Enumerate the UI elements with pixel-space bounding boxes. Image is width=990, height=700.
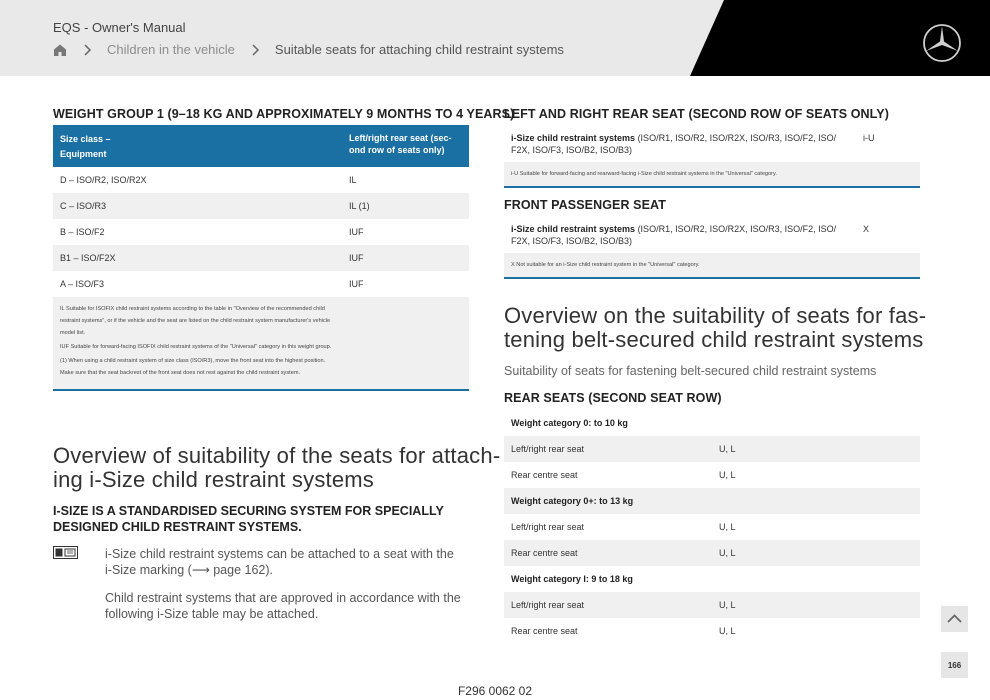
rear-seats-heading: REAR SEATS (SECOND SEAT ROW): [504, 391, 722, 405]
paragraph-line: i-Size child restraint systems can be attached to a seat with the: [105, 547, 454, 561]
cell-equipment: A – ISO/F3: [60, 279, 105, 289]
breadcrumb: [53, 42, 564, 57]
cell-equipment: D – ISO/R2, ISO/R2X: [60, 175, 147, 185]
app-title: EQS - Owner's Manual: [53, 20, 186, 35]
front-passenger-note: X Not suitable for an i-Size child restraint system in the "Universal" category.: [504, 253, 920, 279]
mercedes-star-logo[interactable]: [922, 23, 962, 63]
table-row: [504, 436, 920, 462]
isize-row-rear: [504, 132, 920, 158]
isize-paragraph-1: [105, 546, 454, 578]
chevron-right-icon: [81, 43, 93, 57]
table-row: [504, 462, 920, 488]
column-header-line: ond row of seats only): [349, 145, 445, 155]
isize-row-label: [511, 223, 841, 247]
cell-seat: Rear centre seat: [511, 626, 578, 636]
belt-overview-subtitle: Suitability of seats for fastening belt-secured child restraint systems: [504, 364, 877, 378]
cell-equipment: B1 – ISO/F2X: [60, 253, 116, 263]
table-row: [504, 592, 920, 618]
table-row: [504, 540, 920, 566]
cell-seat: Left/right rear seat: [511, 522, 585, 532]
label-bold: i-Size child restraint systems: [511, 133, 636, 143]
cell-value: U, L: [719, 522, 736, 532]
front-passenger-heading: FRONT PASSENGER SEAT: [504, 198, 666, 212]
isize-overview-heading: [53, 444, 500, 492]
table-row: [53, 219, 469, 245]
cell-value: U, L: [719, 548, 736, 558]
label-rest: F2X, ISO/F3, ISO/B2, ISO/B3): [511, 236, 633, 246]
breadcrumb-current: Suitable seats for attaching child restraint systems: [274, 42, 564, 57]
heading-line: Overview on the suitability of seats for fas-: [504, 303, 927, 328]
footnote: (1) When using a child restraint system of size class (ISO/R3), move the front seat into the highest position. Make sure that the seat backrest of the front seat does not rest against the child restraint system.: [60, 358, 326, 376]
label-rest: (ISO/R1, ISO/R2, ISO/R2X, ISO/R3, ISO/F2, ISO/: [635, 133, 837, 143]
chevron-right-icon: [249, 43, 261, 57]
heading-line: Overview of suitability of the seats for attach-: [53, 443, 501, 468]
cell-value: U, L: [719, 444, 736, 454]
weight-group-heading: WEIGHT GROUP 1 (9–18 KG AND APPROXIMATELY 9 MONTHS TO 4 YEARS): [53, 107, 515, 121]
table-header: [53, 125, 469, 167]
belt-overview-heading: [504, 304, 926, 352]
table-footnotes: [53, 297, 469, 391]
chevron-up-icon: [941, 606, 968, 632]
isize-paragraph-2: [105, 590, 461, 622]
rear-seat-isize-note: i-U Suitable for forward-facing and rearward-facing i-Size child restraint systems in the "Universal" category.: [504, 162, 920, 188]
column-header-line: Left/right rear seat (sec-: [349, 133, 452, 143]
footnote: IL Suitable for ISOFIX child restraint systems according to the table in "Overview of the recommended child restraint systems", or if the vehicle and the seat are listed on the child restraint system manufacturer's vehicle model list.: [60, 306, 331, 336]
category-label: Weight category 0+: to 13 kg: [511, 496, 634, 506]
isize-caps-heading: [53, 503, 444, 535]
isize-row-front: [504, 223, 920, 249]
table-row: [504, 618, 920, 644]
cell-value: IUF: [349, 227, 364, 237]
heading-line: I-SIZE IS A STANDARDISED SECURING SYSTEM FOR SPECIALLY: [53, 504, 444, 518]
header-bar: [0, 0, 990, 76]
category-label: Weight category 0: to 10 kg: [511, 418, 628, 428]
scroll-to-top-button[interactable]: [941, 606, 968, 632]
cell-equipment: B – ISO/F2: [60, 227, 105, 237]
cell-value: IL: [349, 175, 357, 185]
cell-value: U, L: [719, 600, 736, 610]
paragraph-line: following i-Size table may be attached.: [105, 607, 319, 621]
weight-group-table: [53, 125, 469, 391]
cell-value: IUF: [349, 279, 364, 289]
label-rest: F2X, ISO/F3, ISO/B2, ISO/B3): [511, 145, 633, 155]
category-row: [504, 410, 920, 436]
table-row: [53, 271, 469, 297]
cell-value: U, L: [719, 470, 736, 480]
home-icon[interactable]: [53, 43, 67, 57]
table-row: [53, 245, 469, 271]
cell-value: IL (1): [349, 201, 370, 211]
page-number-badge: 166: [941, 652, 968, 678]
cell-seat: Rear centre seat: [511, 548, 578, 558]
category-label: Weight category I: 9 to 18 kg: [511, 574, 633, 584]
cell-value: U, L: [719, 626, 736, 636]
category-row: [504, 488, 920, 514]
cell-equipment: C – ISO/R3: [60, 201, 107, 211]
heading-line: tening belt-secured child restraint systems: [504, 327, 924, 352]
table-row: [504, 514, 920, 540]
column-header-line: Size class –: [60, 134, 111, 144]
breadcrumb-link-children[interactable]: Children in the vehicle: [107, 42, 235, 57]
cell-seat: Left/right rear seat: [511, 444, 585, 454]
cell-value: IUF: [349, 253, 364, 263]
category-row: [504, 566, 920, 592]
label-bold: i-Size child restraint systems: [511, 224, 636, 234]
footnote: IUF Suitable for forward-facing ISOFIX child restraint systems of the "Universal" category in this weight group.: [60, 344, 332, 350]
column-header-line: Equipment: [60, 149, 107, 159]
cell-seat: Left/right rear seat: [511, 600, 585, 610]
table-row: [53, 193, 469, 219]
cell-seat: Rear centre seat: [511, 470, 578, 480]
isize-row-value: i-U: [863, 133, 875, 143]
isize-row-value: X: [863, 224, 870, 234]
label-rest: (ISO/R1, ISO/R2, ISO/R2X, ISO/R3, ISO/F2, ISO/: [635, 224, 837, 234]
paragraph-line[interactable]: i-Size marking (⟶ page 162).: [105, 563, 273, 577]
paragraph-line: Child restraint systems that are approved in accordance with the: [105, 591, 461, 605]
table-row: [53, 167, 469, 193]
belt-suitability-table: [504, 410, 920, 644]
rear-seat-isize-heading: LEFT AND RIGHT REAR SEAT (SECOND ROW OF SEATS ONLY): [504, 107, 889, 121]
figure-code: F296 0062 02: [457, 684, 533, 698]
column-header-size-class: [53, 125, 342, 167]
column-header-rear-seat: [342, 125, 469, 167]
heading-line: ing i-Size child restraint systems: [53, 467, 375, 492]
book-reference-icon: [53, 546, 78, 559]
heading-line: DESIGNED CHILD RESTRAINT SYSTEMS.: [53, 520, 302, 534]
isize-row-label: [511, 132, 841, 156]
